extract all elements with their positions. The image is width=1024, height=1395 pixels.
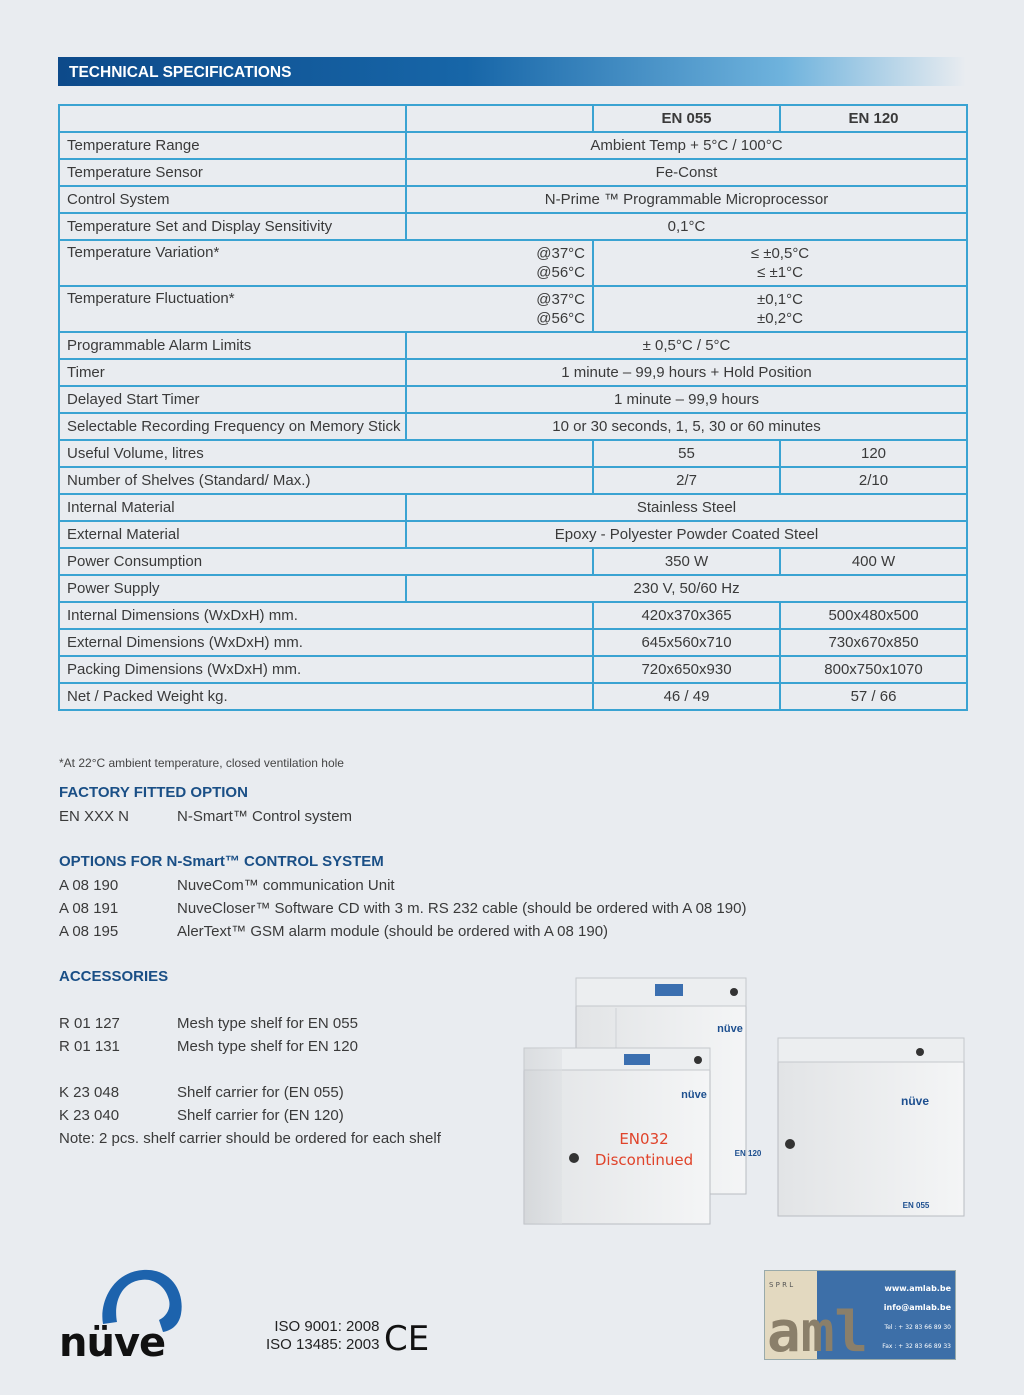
option-row [59, 877, 395, 894]
option-code: EN XXX N [59, 808, 130, 825]
spec-value-en055: 720x650x930 [593, 656, 780, 683]
footnote: *At 22°C ambient temperature, closed ventilation hole [59, 756, 344, 770]
spec-value: 10 or 30 seconds, 1, 5, 30 or 60 minutes [406, 413, 967, 440]
knob-icon [730, 988, 738, 996]
header-cell-en055: EN 055 [593, 105, 780, 132]
accessory-desc: Shelf carrier for (EN 055) [177, 1084, 344, 1101]
aml-sprl: S P R L [769, 1281, 794, 1289]
spec-label: Internal Material [59, 494, 406, 521]
spec-label: Temperature Sensor [59, 159, 406, 186]
door-handle-icon [569, 1153, 579, 1163]
aml-fax: Fax : + 32 83 66 89 33 [882, 1343, 951, 1350]
table-row [59, 132, 967, 159]
spec-label: Temperature Fluctuation* [67, 290, 235, 307]
spec-value: Ambient Temp + 5°C / 100°C [406, 132, 967, 159]
cabinet-label-en120: EN 120 [734, 1149, 762, 1158]
spec-value: Stainless Steel [406, 494, 967, 521]
spec-label: Selectable Recording Frequency on Memory Stick [59, 413, 406, 440]
spec-value: Fe-Const [406, 159, 967, 186]
spec-label-wrap [67, 244, 585, 282]
spec-label-cell [59, 286, 593, 332]
spec-label: Packing Dimensions (WxDxH) mm. [59, 656, 593, 683]
spec-value: 1 minute – 99,9 hours [406, 386, 967, 413]
spec-conditions [536, 290, 585, 328]
spec-value: ≤ ±1°C [757, 264, 803, 281]
option-desc: AlerText™ GSM alarm module (should be ordered with A 08 190) [177, 923, 609, 940]
spec-value: Epoxy - Polyester Powder Coated Steel [406, 521, 967, 548]
accessory-row [59, 1038, 358, 1055]
spec-label: Power Consumption [59, 548, 593, 575]
nuve-logo [59, 1262, 199, 1362]
knob-icon [694, 1056, 702, 1064]
accessory-code: K 23 040 [59, 1107, 120, 1124]
factory-option-row [59, 808, 352, 825]
spec-label: Temperature Variation* [67, 244, 220, 261]
header-cell-blank [59, 105, 406, 132]
table-row [59, 656, 967, 683]
accessory-code: R 01 131 [59, 1038, 120, 1055]
spec-value-en120: 2/10 [780, 467, 967, 494]
cabinet-en055 [778, 1038, 964, 1216]
spec-conditions [536, 244, 585, 282]
spec-value-cell [593, 286, 967, 332]
spec-value-en055: 645x560x710 [593, 629, 780, 656]
table-row [59, 440, 967, 467]
table-row [59, 683, 967, 710]
spec-label-wrap [67, 290, 585, 328]
table-row [59, 240, 967, 286]
option-row [59, 923, 608, 940]
door-handle-icon [785, 1139, 795, 1149]
table-row [59, 602, 967, 629]
aml-email: info@amlab.be [883, 1303, 951, 1312]
table-row [59, 359, 967, 386]
spec-condition: @56°C [536, 310, 585, 327]
table-row [59, 286, 967, 332]
iso-9001: ISO 9001: 2008 [274, 1318, 380, 1335]
aml-phone: Tel : + 32 83 66 89 30 [884, 1324, 951, 1331]
spec-value: ± 0,5°C / 5°C [406, 332, 967, 359]
table-row [59, 548, 967, 575]
cabinet-en032 [524, 1048, 710, 1224]
spec-table [58, 104, 968, 711]
accessory-desc: Mesh type shelf for EN 120 [177, 1038, 358, 1055]
spec-condition: @37°C [536, 245, 585, 262]
table-row [59, 521, 967, 548]
spec-value-en055: 350 W [593, 548, 780, 575]
cabinet-brand: nüve [900, 1094, 930, 1108]
spec-value: 230 V, 50/60 Hz [406, 575, 967, 602]
spec-label: Programmable Alarm Limits [59, 332, 406, 359]
spec-value-en120: 500x480x500 [780, 602, 967, 629]
knob-icon [916, 1048, 924, 1056]
accessory-row [59, 1084, 344, 1101]
option-desc: NuveCom™ communication Unit [177, 877, 395, 894]
spec-label: External Material [59, 521, 406, 548]
table-row [59, 159, 967, 186]
spec-value: ≤ ±0,5°C [750, 245, 810, 262]
table-row [59, 332, 967, 359]
table-row [59, 575, 967, 602]
spec-value: ±0,2°C [757, 310, 803, 327]
spec-value: 0,1°C [406, 213, 967, 240]
discontinued-overlay-text: Discontinued [594, 1151, 694, 1169]
table-row [59, 494, 967, 521]
header-cell-blank [406, 105, 593, 132]
spec-value-cell [593, 240, 967, 286]
aml-website: www.amlab.be [884, 1284, 951, 1293]
accessory-code: R 01 127 [59, 1015, 120, 1032]
spec-label: Temperature Range [59, 132, 406, 159]
spec-value-en055: 55 [593, 440, 780, 467]
accessory-desc: Shelf carrier for (EN 120) [177, 1107, 344, 1124]
spec-label: Temperature Set and Display Sensitivity [59, 213, 406, 240]
table-row [59, 413, 967, 440]
spec-label: Internal Dimensions (WxDxH) mm. [59, 602, 593, 629]
options-heading: OPTIONS FOR N-Smart™ CONTROL SYSTEM [59, 853, 384, 870]
option-row [59, 900, 746, 917]
spec-label: Delayed Start Timer [59, 386, 406, 413]
discontinued-overlay-model: EN032 [619, 1130, 669, 1148]
spec-value-en120: 800x750x1070 [780, 656, 967, 683]
aml-logo-text: aml [767, 1300, 869, 1360]
option-code: A 08 195 [59, 923, 119, 940]
table-row [59, 467, 967, 494]
accessories-note: Note: 2 pcs. shelf carrier should be ordered for each shelf [59, 1130, 441, 1147]
cabinet-brand: nüve [681, 1089, 707, 1101]
accessory-row [59, 1015, 358, 1032]
option-code: A 08 191 [59, 900, 119, 917]
iso-13485: ISO 13485: 2003 [266, 1336, 380, 1353]
spec-value-en120: 400 W [780, 548, 967, 575]
spec-label: Control System [59, 186, 406, 213]
spec-value-en120: 730x670x850 [780, 629, 967, 656]
ce-mark [384, 1320, 432, 1354]
spec-condition: @37°C [536, 291, 585, 308]
logo-text: nüve [59, 1320, 166, 1362]
spec-label: Timer [59, 359, 406, 386]
factory-option-heading: FACTORY FITTED OPTION [59, 784, 248, 801]
product-photo [520, 972, 970, 1240]
accessory-row [59, 1107, 344, 1124]
spec-value-en055: 2/7 [593, 467, 780, 494]
cabinet-label-en055: EN 055 [902, 1201, 930, 1210]
spec-value-en055: 46 / 49 [593, 683, 780, 710]
table-row [59, 186, 967, 213]
aml-dealer-badge [764, 1270, 956, 1360]
spec-value: ±0,1°C [757, 291, 803, 308]
display-panel [655, 984, 683, 996]
option-desc: N-Smart™ Control system [177, 808, 353, 825]
spec-value-en120: 120 [780, 440, 967, 467]
table-row [59, 629, 967, 656]
accessories-heading: ACCESSORIES [59, 968, 169, 985]
section-title: TECHNICAL SPECIFICATIONS [69, 64, 292, 81]
option-desc: NuveCloser™ Software CD with 3 m. RS 232 cable (should be ordered with A 08 190) [177, 900, 747, 917]
section-banner [58, 57, 966, 86]
spec-value: N-Prime ™ Programmable Microprocessor [406, 186, 967, 213]
spec-label: Useful Volume, litres [59, 440, 593, 467]
option-code: A 08 190 [59, 877, 119, 894]
cabinet-brand: nüve [717, 1023, 743, 1035]
table-header-row [59, 105, 967, 132]
spec-value: 1 minute – 99,9 hours + Hold Position [406, 359, 967, 386]
spec-condition: @56°C [536, 264, 585, 281]
accessory-code: K 23 048 [59, 1084, 120, 1101]
spec-label-cell [59, 240, 593, 286]
spec-label: Net / Packed Weight kg. [59, 683, 593, 710]
accessory-desc: Mesh type shelf for EN 055 [177, 1015, 358, 1032]
spec-value-en120: 57 / 66 [780, 683, 967, 710]
ce-mark-text: CE [384, 1320, 430, 1354]
table-row [59, 386, 967, 413]
spec-label: Power Supply [59, 575, 406, 602]
spec-label: External Dimensions (WxDxH) mm. [59, 629, 593, 656]
iso-certifications [266, 1318, 379, 1354]
header-cell-en120: EN 120 [780, 105, 967, 132]
spec-value-en055: 420x370x365 [593, 602, 780, 629]
display-panel [624, 1054, 650, 1065]
spec-label: Number of Shelves (Standard/ Max.) [59, 467, 593, 494]
table-row [59, 213, 967, 240]
